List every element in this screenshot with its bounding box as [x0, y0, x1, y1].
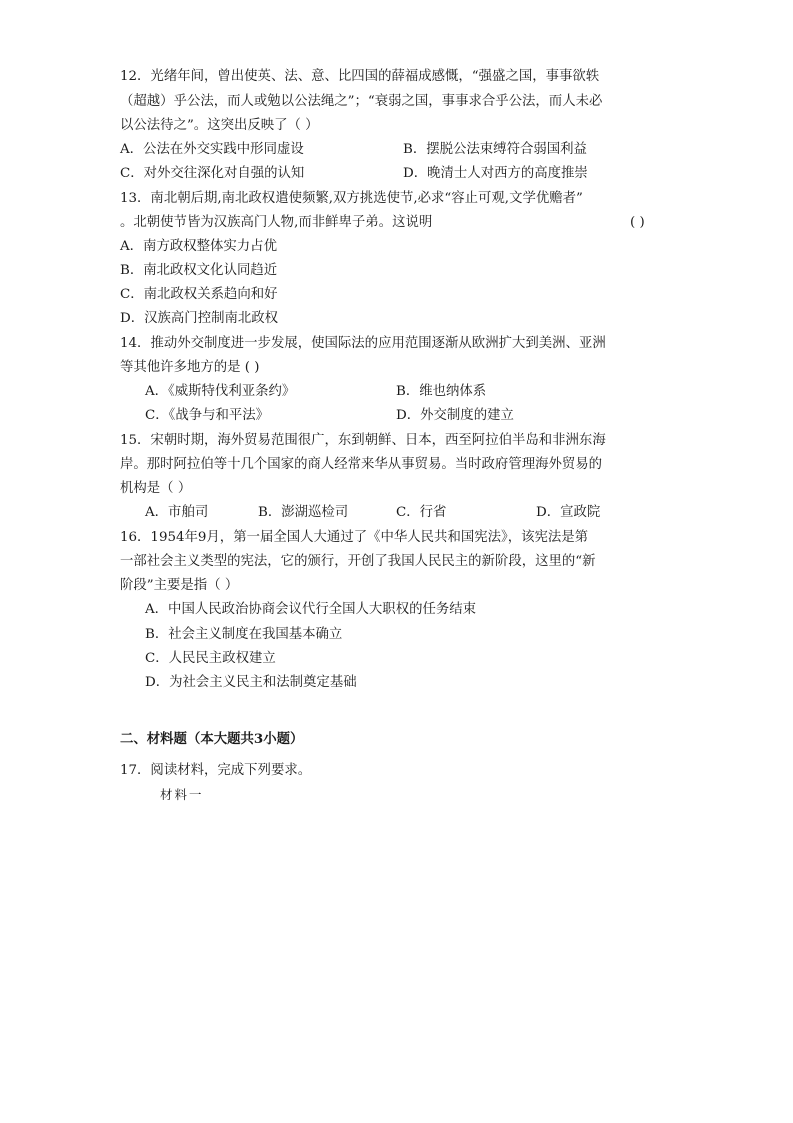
q15-option-d: D．宣政院 [536, 505, 601, 520]
q13-option-b: B．南北政权文化认同趋近 [120, 263, 278, 278]
q16-stem-line2: 一部社会主义类型的宪法，它的颁行，开创了我国人民民主的新阶段，这里的“新 [120, 554, 596, 569]
q13-stem-line1: 13．南北朝后期,南北政权遣使频繁,双方挑选使节,必求“容止可观,文学优赡者” [120, 191, 583, 206]
q12-stem-line3: 以公法待之”。这突出反映了（ ） [120, 118, 319, 133]
q15-stem-line2: 岸。那时阿拉伯等十几个国家的商人经常来华从事贸易。当时政府管理海外贸易的 [120, 457, 603, 472]
q14-option-b: B．维也纳体系 [396, 384, 487, 399]
q12-option-a: A．公法在外交实践中形同虚设 [120, 142, 304, 157]
q13-answer-paren: ( ) [630, 215, 645, 230]
q12-option-d: D．晚清士人对西方的高度推崇 [403, 166, 588, 181]
q15-option-c: C．行省 [396, 505, 447, 520]
q13-option-c: C．南北政权关系趋向和好 [120, 287, 278, 302]
q16-stem-line3: 阶段”主要是指（ ） [120, 578, 239, 593]
q14-option-d: D．外交制度的建立 [396, 408, 514, 423]
q13-stem-line2: 。北朝使节皆为汉族高门人物,而非鲜卑子弟。这说明 [120, 215, 433, 230]
q16-option-d: D．为社会主义民主和法制奠定基础 [145, 675, 357, 690]
q16-option-b: B．社会主义制度在我国基本确立 [145, 627, 343, 642]
q14-stem-line2: 等其他许多地方的是 ( ) [120, 360, 260, 375]
q12-stem-line2: （超越）乎公法，而人或勉以公法绳之”；“衰弱之国，事事求合乎公法，而人未必 [120, 94, 603, 109]
section-2-title: 二、材料题（本大题共3小题） [120, 731, 304, 747]
q13-option-a: A．南方政权整体实力占优 [120, 239, 277, 254]
q15-stem-line3: 机构是（ ） [120, 481, 192, 496]
material-1-label: 材料一 [160, 787, 204, 802]
q15-option-a: A．市舶司 [145, 505, 209, 520]
q17-stem: 17．阅读材料，完成下列要求。 [120, 763, 312, 778]
q14-option-a: A．《威斯特伐利亚条约》 [145, 384, 296, 399]
q12-option-c: C．对外交往深化对自强的认知 [120, 166, 305, 181]
q16-option-c: C．人民民主政权建立 [145, 651, 276, 666]
q12-stem-line1: 12．光绪年间，曾出使英、法、意、比四国的薛福成感慨，“强盛之国，事事欲轶 [120, 69, 600, 84]
q16-option-a: A．中国人民政治协商会议代行全国人大职权的任务结束 [145, 602, 477, 617]
q13-option-d: D．汉族高门控制南北政权 [120, 311, 279, 326]
q15-option-b: B．澎湖巡检司 [258, 505, 349, 520]
q15-stem-line1: 15．宋朝时期，海外贸易范围很广，东到朝鲜、日本，西至阿拉伯半岛和非洲东海 [120, 433, 606, 448]
q14-stem-line1: 14．推动外交制度进一步发展，使国际法的应用范围逐渐从欧洲扩大到美洲、亚洲 [120, 336, 606, 351]
q14-option-c: C．《战争与和平法》 [145, 408, 270, 423]
q12-option-b: B．摆脱公法束缚符合弱国利益 [403, 142, 587, 157]
q16-stem-line1: 16．1954年9月，第一届全国人大通过了《中华人民共和国宪法》，该宪法是第 [120, 530, 589, 545]
